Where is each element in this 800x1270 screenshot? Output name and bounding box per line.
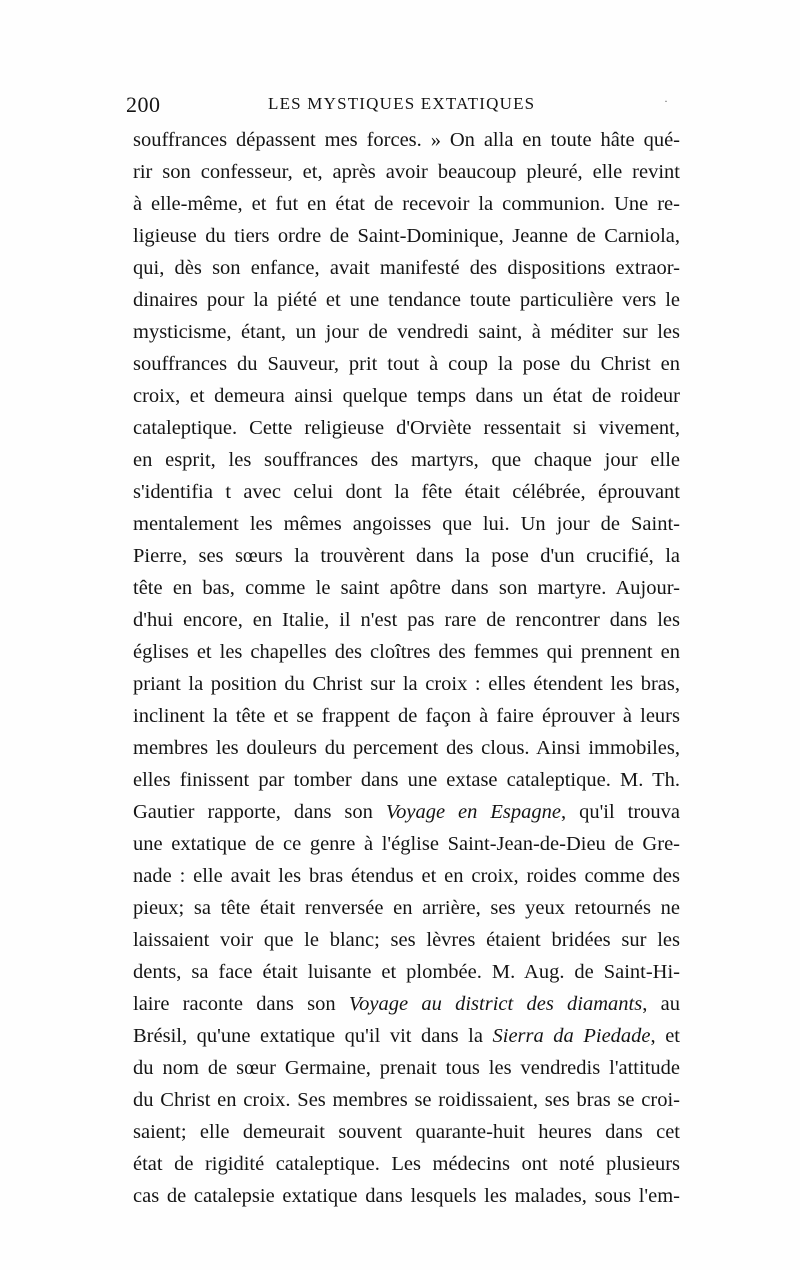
text-line: [133, 764, 680, 796]
text-run: laire raconte dans son: [133, 993, 349, 1015]
text-line: [133, 1116, 680, 1148]
text-run: priant la position du Christ sur la croix : elles étendent les bras,: [133, 673, 680, 695]
text-line: [133, 412, 680, 444]
running-title: LES MYSTIQUES EXTATIQUES: [268, 94, 536, 113]
text-run: nade : elle avait les bras étendus et en croix, roides comme des: [133, 865, 680, 887]
text-run: , et: [650, 1025, 681, 1047]
page-number: 200: [126, 92, 161, 117]
text-line: [133, 828, 680, 860]
text-line: [133, 732, 680, 764]
text-run: Pierre, ses sœurs la trouvèrent dans la pose d'un crucifié, la: [133, 545, 680, 567]
text-line: [133, 284, 680, 316]
text-run: à elle-même, et fut en état de recevoir la communion. Une re-: [133, 193, 680, 215]
text-run: souffrances dépassent mes forces. » On alla en toute hâte qué-: [133, 129, 680, 151]
text-run: mysticisme, étant, un jour de vendredi saint, à méditer sur les: [133, 321, 680, 343]
text-run: inclinent la tête et se frappent de façon à faire éprouver à leurs: [133, 705, 680, 727]
text-run: laissaient voir que le blanc; ses lèvres étaient bridées sur les: [133, 929, 680, 951]
text-line: [133, 188, 680, 220]
text-line: [133, 988, 680, 1020]
text-line: [133, 668, 680, 700]
text-line: [133, 1084, 680, 1116]
text-run: dents, sa face était luisante et plombée. M. Aug. de Saint-Hi-: [133, 961, 680, 983]
text-run: elles finissent par tomber dans une extase cataleptique. M. Th.: [133, 769, 680, 791]
text-run: rir son confesseur, et, après avoir beaucoup pleuré, elle revint: [133, 161, 680, 183]
text-line: [133, 700, 680, 732]
text-run: pieux; sa tête était renversée en arrière, ses yeux retournés ne: [133, 897, 680, 919]
text-line: [133, 220, 680, 252]
text-line: [133, 252, 680, 284]
text-line: [133, 156, 680, 188]
body-text: [133, 124, 680, 1212]
text-line: [133, 124, 680, 156]
text-run: mentalement les mêmes angoisses que lui. Un jour de Saint-: [133, 513, 680, 535]
text-line: [133, 1148, 680, 1180]
text-run: dinaires pour la piété et une tendance toute particulière vers le: [133, 289, 680, 311]
text-line: [133, 316, 680, 348]
text-line: [133, 508, 680, 540]
text-line: [133, 380, 680, 412]
text-run: Brésil, qu'une extatique qu'il vit dans la: [133, 1025, 493, 1047]
text-line: [133, 892, 680, 924]
text-line: [133, 348, 680, 380]
text-line: [133, 604, 680, 636]
corner-mark: ·: [664, 94, 668, 108]
text-line: [133, 1052, 680, 1084]
text-run: , au: [642, 993, 680, 1015]
text-run: souffrances du Sauveur, prit tout à coup la pose du Christ en: [133, 353, 680, 375]
text-run: état de rigidité cataleptique. Les médecins ont noté plusieurs: [133, 1153, 680, 1175]
text-run: qui, dès son enfance, avait manifesté des dispositions extraor-: [133, 257, 680, 279]
text-line: [133, 572, 680, 604]
text-run: croix, et demeura ainsi quelque temps dans un état de roideur: [133, 385, 680, 407]
text-line: [133, 476, 680, 508]
italic-title: Sierra da Piedade: [492, 1025, 651, 1047]
text-run: tête en bas, comme le saint apôtre dans son martyre. Aujour-: [133, 577, 680, 599]
text-run: saient; elle demeurait souvent quarante-huit heures dans cet: [133, 1121, 680, 1143]
italic-title: Voyage au district des diamants: [348, 993, 643, 1015]
text-run: Gautier rapporte, dans son: [133, 801, 386, 823]
text-run: d'hui encore, en Italie, il n'est pas rare de rencontrer dans les: [133, 609, 680, 631]
text-line: [133, 1020, 680, 1052]
text-line: [133, 444, 680, 476]
text-run: en esprit, les souffrances des martyrs, que chaque jour elle: [133, 449, 680, 471]
text-run: du Christ en croix. Ses membres se roidissaient, ses bras se croi-: [133, 1089, 680, 1111]
page-header: [126, 92, 686, 118]
text-run: une extatique de ce genre à l'église Saint-Jean-de-Dieu de Gre-: [133, 833, 680, 855]
text-run: cataleptique. Cette religieuse d'Orviète ressentait si vivement,: [133, 417, 680, 439]
italic-title: Voyage en Espagne: [385, 801, 561, 823]
text-run: églises et les chapelles des cloîtres des femmes qui prennent en: [133, 641, 680, 663]
text-line: [133, 860, 680, 892]
text-line: [133, 956, 680, 988]
text-line: [133, 1180, 680, 1212]
text-run: ligieuse du tiers ordre de Saint-Dominique, Jeanne de Carniola,: [133, 225, 680, 247]
text-run: cas de catalepsie extatique dans lesquels les malades, sous l'em-: [133, 1185, 680, 1207]
text-run: du nom de sœur Germaine, prenait tous les vendredis l'attitude: [133, 1057, 680, 1079]
text-run: s'identifia t avec celui dont la fête était célébrée, éprouvant: [133, 481, 680, 503]
text-run: , qu'il trouva: [560, 801, 680, 823]
text-line: [133, 540, 680, 572]
text-line: [133, 924, 680, 956]
text-line: [133, 636, 680, 668]
text-run: membres les douleurs du percement des clous. Ainsi immobiles,: [133, 737, 680, 759]
text-line: [133, 796, 680, 828]
